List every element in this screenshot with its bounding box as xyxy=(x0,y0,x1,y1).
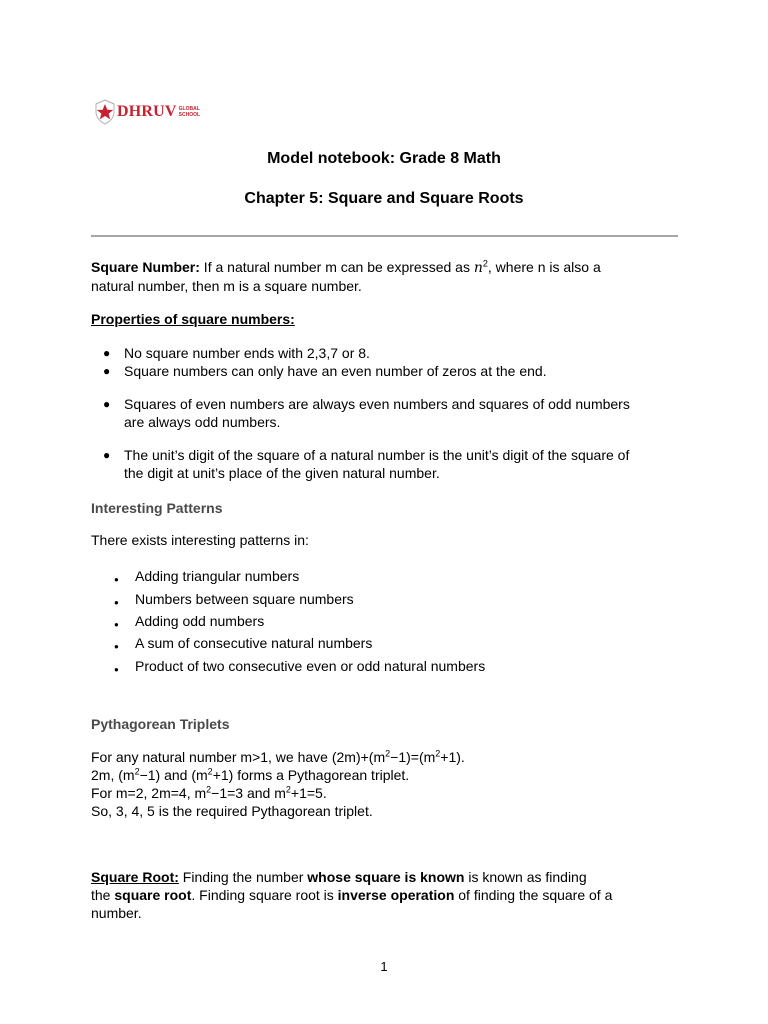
star-shield-icon xyxy=(94,99,116,125)
square-root-definition: Square Root: Finding the number whose square is known is known as finding the square root. Finding square root is inverse operation of finding the square of a number. xyxy=(91,869,613,921)
page-title: Model notebook: Grade 8 Math xyxy=(267,150,501,167)
divider xyxy=(91,235,678,237)
properties-heading: Properties of square numbers: xyxy=(91,311,295,327)
logo-wordmark: DHRUV xyxy=(117,103,177,120)
page-number: 1 xyxy=(380,959,388,974)
logo-subtitle: GLOBAL SCHOOL xyxy=(178,106,201,118)
school-logo xyxy=(94,99,200,125)
patterns-heading: Interesting Patterns xyxy=(91,500,223,516)
patterns-intro: There exists interesting patterns in: xyxy=(91,532,309,548)
triplets-body: For any natural number m>1, we have $(2m)+(m^2-1)=(m^2+1)$. 2m, $(m^2-1)$ and $(m^2+1)$ forms a Pythagorean triplet. For m=2, 2m=4, $m^2-1=3$ and $m^2+1=5$. So, 3, 4, 5 is the required Pythagorean triplet. xyxy=(91,748,465,819)
chapter-title: Chapter 5: Square and Square Roots xyxy=(244,190,524,207)
square-number-definition: Square Number: If a natural number m can be expressed as $n^2$, where n is also a natural number, then m is a square number. xyxy=(91,258,601,294)
triplets-heading: Pythagorean Triplets xyxy=(91,716,230,732)
